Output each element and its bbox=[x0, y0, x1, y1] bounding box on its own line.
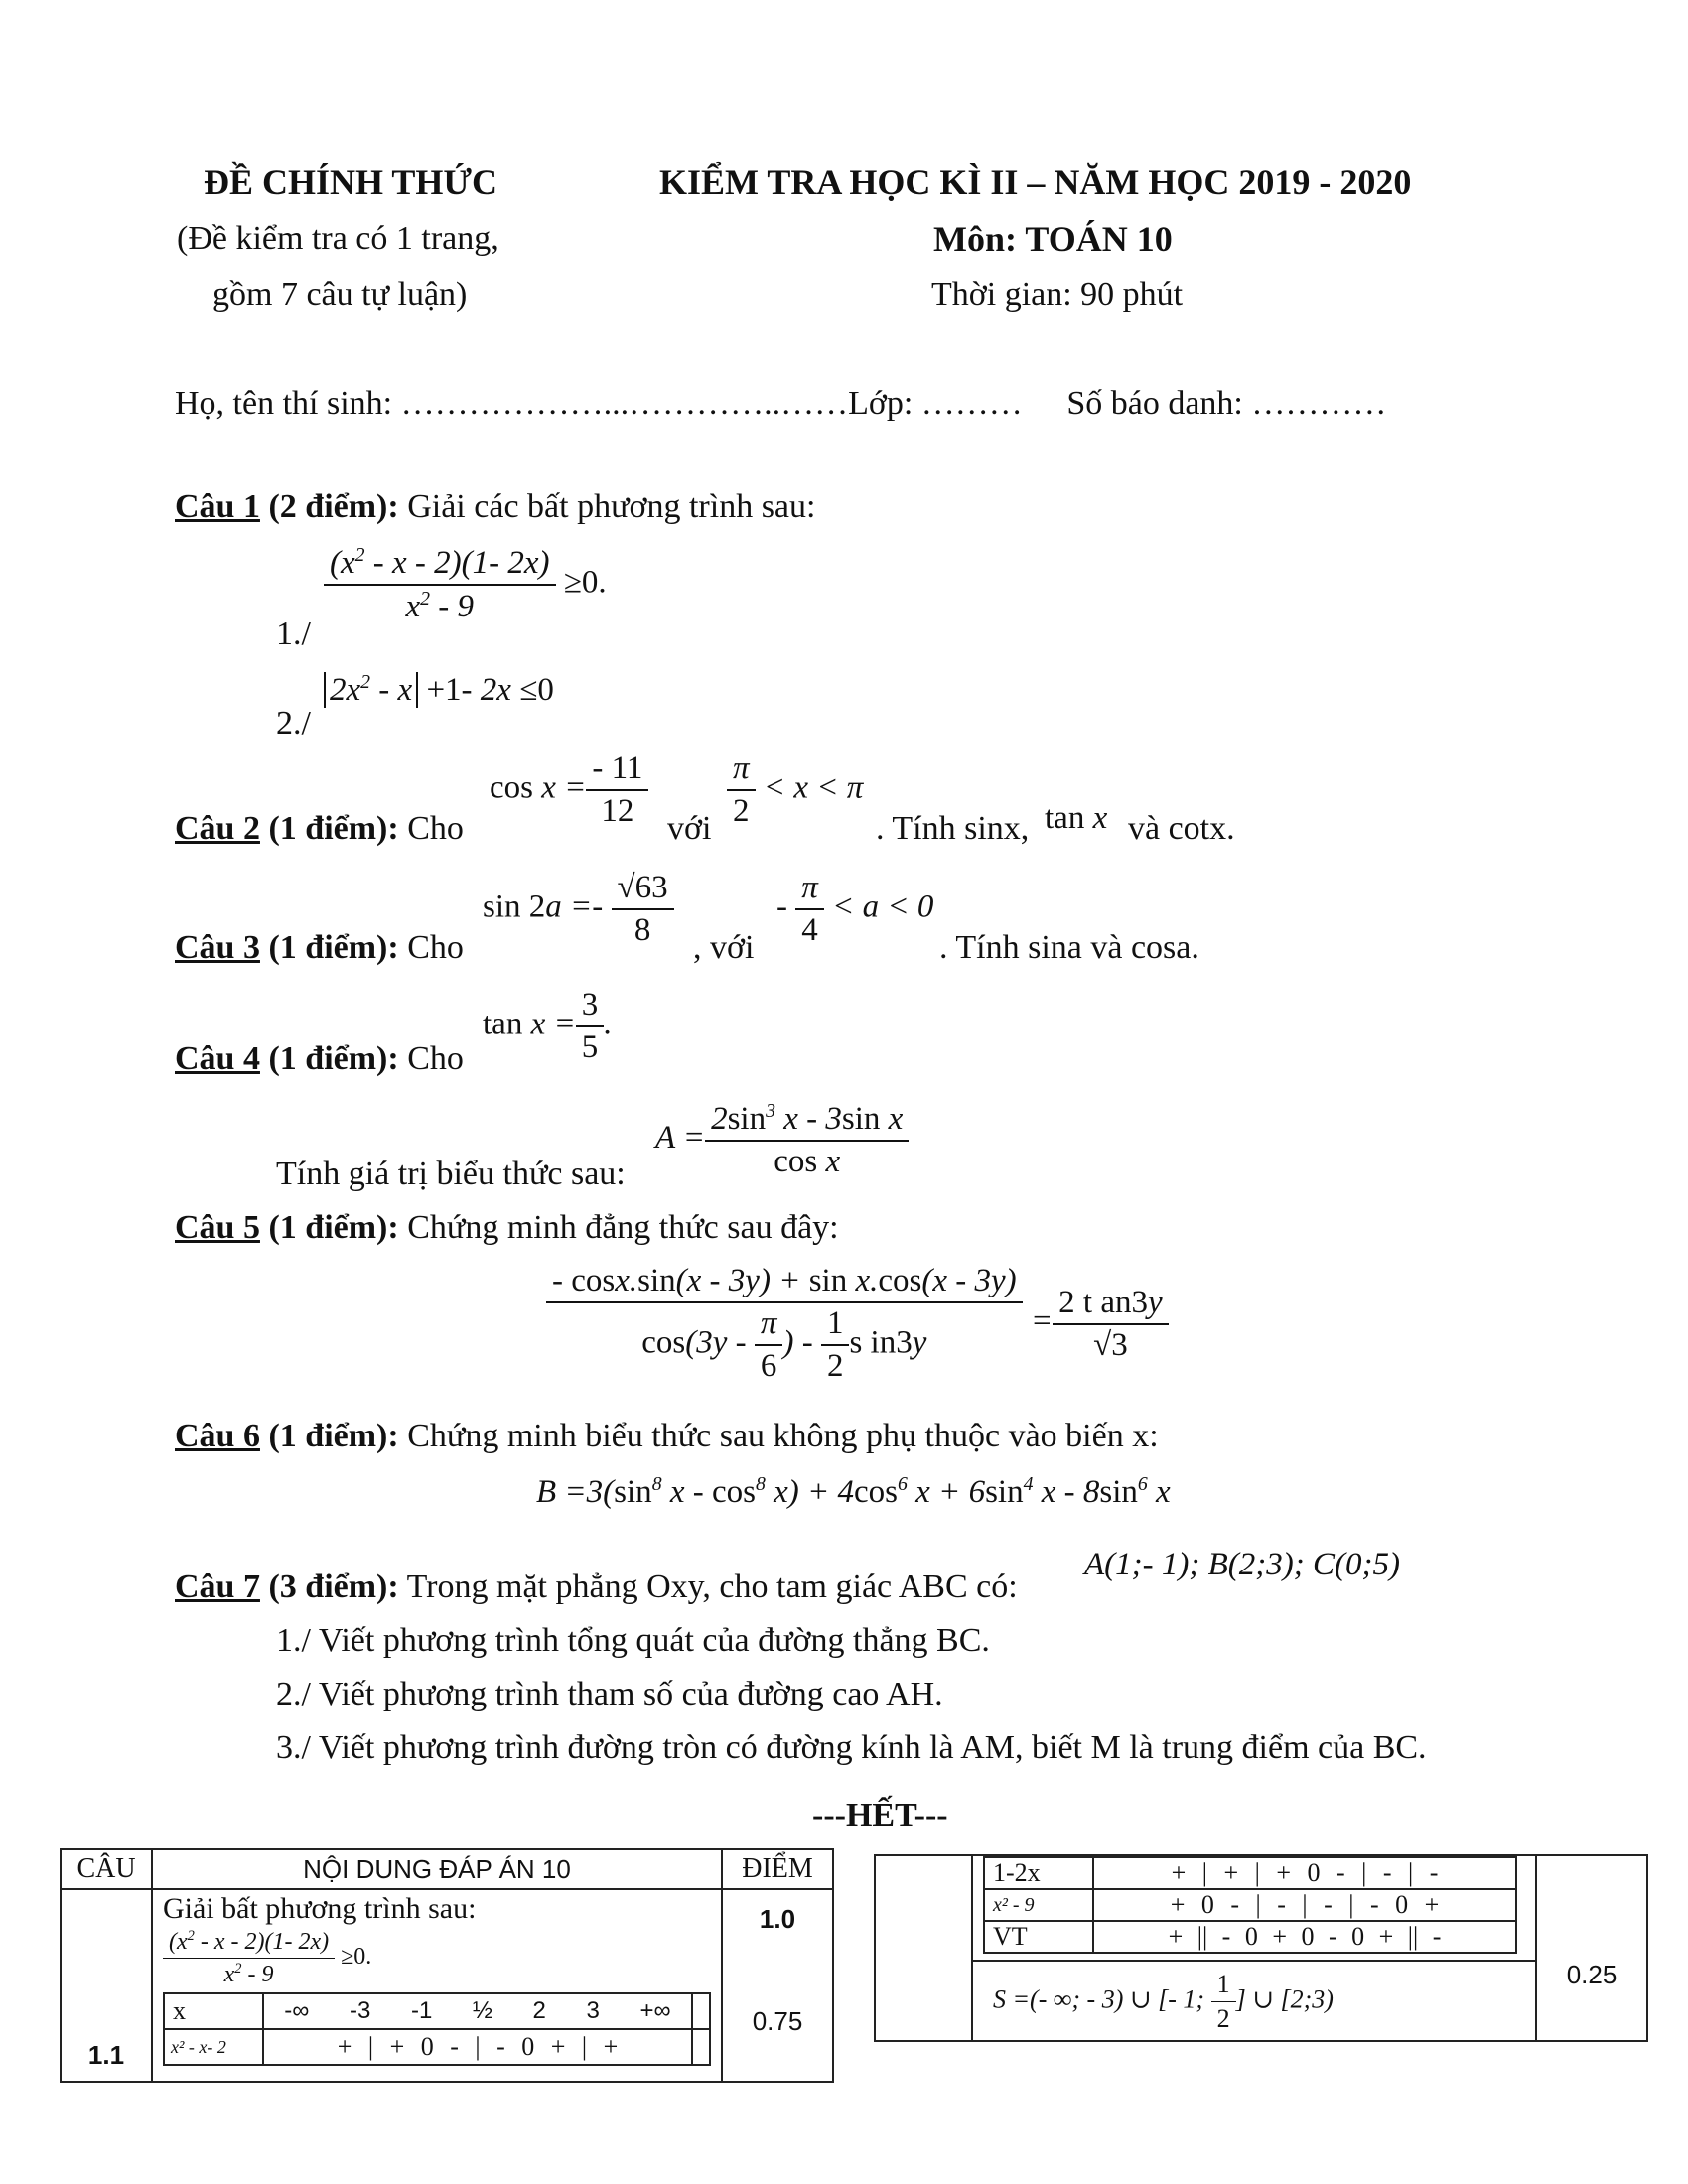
sign-x-neg-inf: -∞ bbox=[284, 1997, 310, 2024]
student-id-field: Số báo danh: ………… bbox=[1066, 385, 1387, 422]
question-2-tail: . Tính sinx, bbox=[876, 810, 1030, 847]
student-name-line bbox=[175, 385, 1386, 423]
question-4-points: (1 điểm): bbox=[268, 1040, 399, 1077]
sign-table-point: 0.75 bbox=[752, 2006, 803, 2036]
question-2 bbox=[175, 810, 464, 848]
question-4-label: Câu 4 bbox=[175, 1040, 260, 1077]
solution-point: 0.25 bbox=[1566, 1960, 1618, 1989]
question-6-points: (1 điểm): bbox=[268, 1418, 399, 1454]
question-7-points-formula: A(1;- 1); B(2;3); C(0;5) bbox=[1084, 1547, 1400, 1582]
answer-formula: $\frac{(x^2 - x - 2)(1- 2x)}{x^2 - 9}$ ≥0. bbox=[163, 1928, 711, 1988]
question-3-tail: . Tính sina và cosa. bbox=[939, 929, 1199, 966]
question-count-note: gồm 7 câu tự luận) bbox=[212, 276, 468, 313]
question-2-label: Câu 2 bbox=[175, 810, 260, 847]
question-2-cos-formula: cos x = $\frac{- 11}{12}$ bbox=[490, 751, 648, 830]
question-7-text: Trong mặt phẳng Oxy, cho tam giác ABC có: bbox=[406, 1569, 1018, 1605]
exam-title: KIỂM TRA HỌC KÌ II – NĂM HỌC 2019 - 2020 bbox=[659, 162, 1412, 202]
answer-table bbox=[60, 1848, 834, 2083]
sign-row-b-values: + 0 - | - | - | - 0 + bbox=[1093, 1889, 1516, 1921]
sign-x-3: 3 bbox=[586, 1997, 600, 2024]
question-3 bbox=[175, 929, 464, 967]
subject-label: Môn: TOÁN 10 bbox=[933, 219, 1173, 259]
question-5-points: (1 điểm): bbox=[268, 1209, 399, 1246]
question-1-part-2-label: 2./ bbox=[276, 705, 311, 742]
question-1-points: (2 điểm): bbox=[268, 488, 399, 525]
sign-row-c-label: VT bbox=[984, 1921, 1093, 1953]
question-6-label: Câu 6 bbox=[175, 1418, 260, 1454]
question-7-part-3: 3./ Viết phương trình đường tròn có đường kính là AM, biết M là trung điểm của BC. bbox=[276, 1729, 1427, 1766]
question-1-label: Câu 1 bbox=[175, 488, 260, 525]
sign-table-right bbox=[983, 1856, 1517, 1954]
question-1 bbox=[175, 488, 815, 526]
sign-row-a-label: 1-2x bbox=[984, 1857, 1093, 1889]
question-7 bbox=[175, 1569, 1018, 1606]
time-label: Thời gian: 90 phút bbox=[931, 276, 1184, 313]
sign-x-pos-inf: +∞ bbox=[639, 1997, 671, 2024]
sign-x-half: ½ bbox=[472, 1997, 492, 2024]
question-7-points: (3 điểm): bbox=[268, 1569, 399, 1605]
question-7-part-1: 1./ Viết phương trình tổng quát của đường thẳng BC. bbox=[276, 1622, 990, 1659]
question-1-part-1-formula: $\frac{(x^2 - x - 2)(1- 2x)}{x^2 - 9}$ ≥0. bbox=[324, 544, 607, 625]
sign-x-label: x bbox=[164, 1993, 263, 2029]
question-4-expression: A = $\frac{2\sin^3 x - 3\sin x}{\text{cos x}}$ bbox=[655, 1100, 909, 1180]
question-2-voi: với bbox=[667, 810, 712, 847]
question-4-compute: Tính giá trị biểu thức sau: bbox=[276, 1156, 626, 1192]
question-3-range-formula: - $\frac{\pi}{4}$ < a < 0 bbox=[776, 870, 934, 948]
question-7-part-2: 2./ Viết phương trình tham số của đường cao AH. bbox=[276, 1676, 943, 1712]
sign-row-1-label: x² - x- 2 bbox=[164, 2029, 263, 2065]
question-5 bbox=[175, 1209, 839, 1247]
question-2-tail2: và cotx. bbox=[1128, 810, 1235, 847]
answer-header-point: ĐIỂM bbox=[722, 1849, 833, 1889]
question-4 bbox=[175, 1040, 464, 1078]
sign-x-2: 2 bbox=[532, 1997, 546, 2024]
sign-row-b-label: x² - 9 bbox=[984, 1889, 1093, 1921]
question-5-label: Câu 5 bbox=[175, 1209, 260, 1246]
class-field: Lớp: ……… bbox=[848, 385, 1023, 422]
sign-row-1-values: + | + 0 - | - 0 + | + bbox=[263, 2029, 692, 2065]
question-6-expression: $B =3(\sin^8$ $x - \cos^8 x) + 4\cos^6$ $x + 6\sin^4$ x - $8\sin^6$ x bbox=[536, 1473, 1171, 1510]
question-2-points: (1 điểm): bbox=[268, 810, 399, 847]
answer-header-content: NỘI DUNG ĐÁP ÁN 10 bbox=[152, 1849, 722, 1889]
question-2-tan: tan x bbox=[1045, 800, 1108, 836]
answer-header-cau: CÂU bbox=[61, 1849, 152, 1889]
question-3-cho: Cho bbox=[407, 929, 464, 966]
question-7-label: Câu 7 bbox=[175, 1569, 260, 1605]
sign-table-left bbox=[163, 1992, 711, 2066]
question-3-sin-formula: sin 2a =- $\frac{√63}{8}$ bbox=[483, 870, 674, 949]
question-4-tan-formula: tan x = $\frac{3}{5}$ . bbox=[483, 987, 613, 1065]
question-6 bbox=[175, 1418, 1159, 1455]
page-count-note: (Đề kiểm tra có 1 trang, bbox=[177, 220, 499, 257]
end-mark: ---HẾT--- bbox=[812, 1797, 948, 1834]
question-3-label: Câu 3 bbox=[175, 929, 260, 966]
question-1-part-1-label: 1./ bbox=[276, 615, 311, 652]
sign-x-minus-3: -3 bbox=[350, 1997, 371, 2024]
student-name-field: Họ, tên thí sinh: ………………...…………..…… bbox=[175, 385, 849, 422]
question-1-part-2-formula: $2x^2 - x +1-$ 2x ≤0 bbox=[324, 671, 554, 709]
answer-row-point: 1.0 bbox=[759, 1904, 796, 1934]
answer-table-continued bbox=[874, 1854, 1648, 2042]
solution-set: S =(- ∞; - 3) ∪ [- 1; $\frac{1}{2}$ ] ∪ [2;3) bbox=[993, 1970, 1334, 2033]
answer-row-cau: 1.1 bbox=[87, 2040, 125, 2070]
question-1-text: Giải các bất phương trình sau: bbox=[407, 488, 816, 525]
question-2-range-formula: $\frac{\pi}{2}$ < x < π bbox=[727, 751, 863, 830]
question-3-voi: , với bbox=[693, 929, 755, 966]
sign-x-minus-1: -1 bbox=[410, 1997, 433, 2024]
sign-row-c-values: + || - 0 + 0 - 0 + || - bbox=[1093, 1921, 1516, 1953]
question-2-cho: Cho bbox=[407, 810, 464, 847]
question-5-identity: - cosx.sin(x - 3y) + sin x.cos(x - 3y) cos(3y - $\frac{\pi}{6}$ ) - $\frac{1}{2}$ s in3y = $\frac{\text{2 t an3y}}{√3}$ bbox=[546, 1263, 1169, 1385]
question-5-text: Chứng minh đẳng thức sau đây: bbox=[407, 1209, 839, 1246]
question-6-text: Chứng minh biểu thức sau không phụ thuộc vào biến x: bbox=[407, 1418, 1159, 1454]
sign-row-a-values: + | + | + 0 - | - | - bbox=[1093, 1857, 1516, 1889]
question-3-points: (1 điểm): bbox=[268, 929, 399, 966]
official-label: ĐỀ CHÍNH THỨC bbox=[204, 162, 498, 202]
answer-intro: Giải bất phương trình sau: bbox=[163, 1892, 477, 1925]
question-4-cho: Cho bbox=[407, 1040, 464, 1077]
